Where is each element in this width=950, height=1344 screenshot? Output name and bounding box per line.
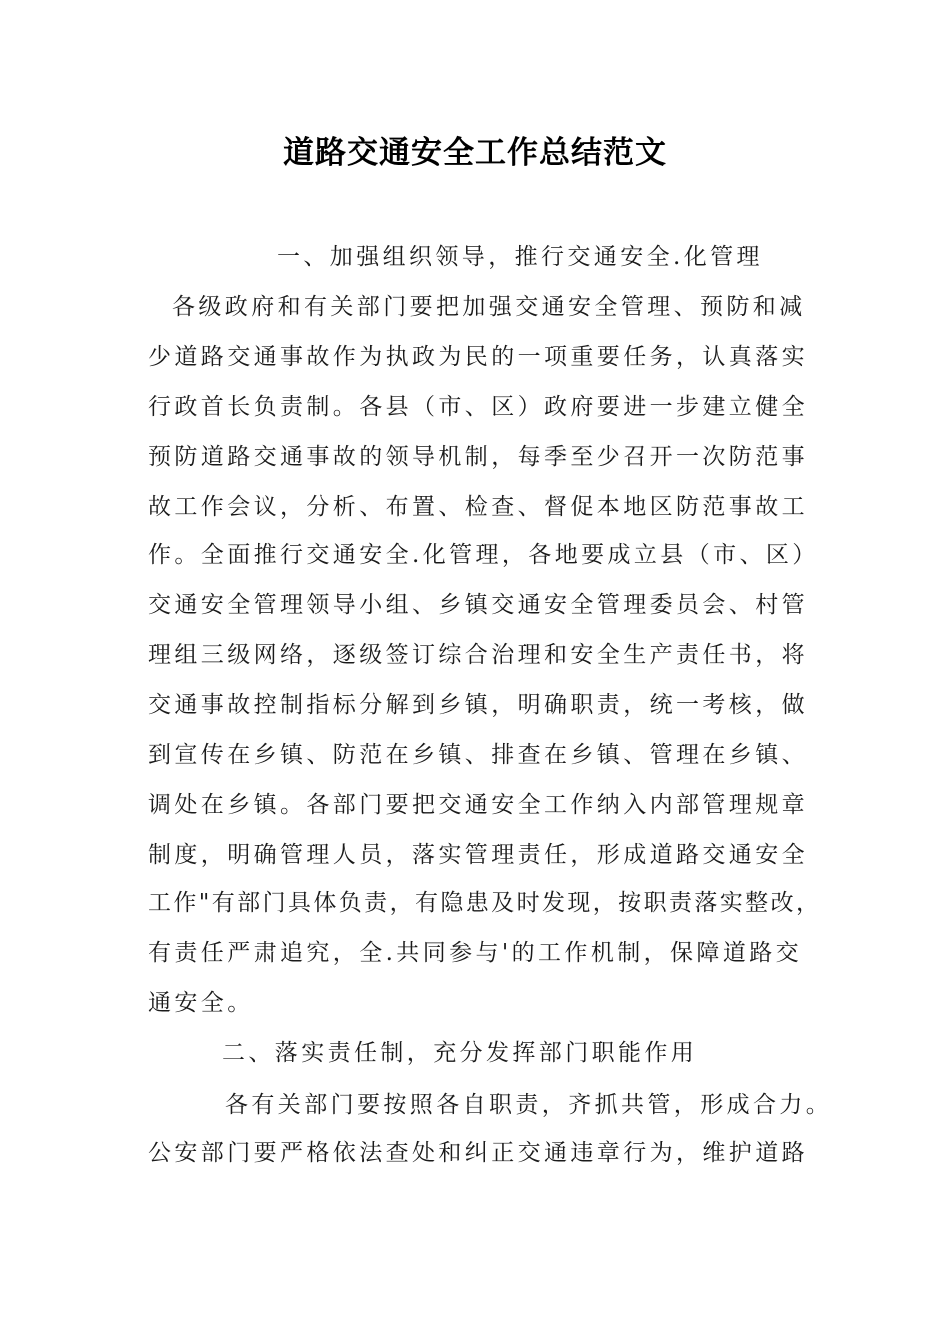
body-line: 交通安全管理领导小组、乡镇交通安全管理委员会、村管 — [148, 592, 808, 618]
body-line: 到宣传在乡镇、防范在乡镇、排查在乡镇、管理在乡镇、 — [148, 742, 808, 768]
section-heading: 一、加强组织领导，推行交通安全.化管理 — [277, 244, 763, 270]
body-line: 预防道路交通事故的领导机制，每季至少召开一次防范事 — [148, 444, 808, 470]
body-line: 各级政府和有关部门要把加强交通安全管理、预防和减 — [172, 294, 806, 320]
body-line: 工作"有部门具体负责，有隐患及时发现，按职责落实整改， — [148, 890, 822, 916]
document-title: 道路交通安全工作总结范文 — [283, 135, 667, 171]
body-line: 调处在乡镇。各部门要把交通安全工作纳入内部管理规章 — [148, 792, 808, 818]
body-line: 有责任严肃追究，全.共同参与'的工作机制，保障道路交 — [148, 940, 803, 966]
body-line: 作。全面推行交通安全.化管理，各地要成立县（市、区） — [148, 542, 819, 568]
body-line: 制度，明确管理人员，落实管理责任，形成道路交通安全 — [148, 842, 808, 868]
body-line: 交通事故控制指标分解到乡镇，明确职责，统一考核，做 — [148, 692, 808, 718]
body-line: 理组三级网络，逐级签订综合治理和安全生产责任书，将 — [148, 642, 808, 668]
body-line: 各有关部门要按照各自职责，齐抓共管，形成合力。 — [225, 1092, 833, 1118]
body-line: 通安全。 — [148, 990, 254, 1016]
section-heading: 二、落实责任制，充分发挥部门职能作用 — [222, 1040, 698, 1066]
body-line: 少道路交通事故作为执政为民的一项重要任务，认真落实 — [148, 344, 808, 370]
body-line: 故工作会议，分析、布置、检查、督促本地区防范事故工 — [148, 494, 808, 520]
body-line: 行政首长负责制。各县（市、区）政府要进一步建立健全 — [148, 394, 808, 420]
body-line: 公安部门要严格依法查处和纠正交通违章行为，维护道路 — [148, 1140, 808, 1166]
